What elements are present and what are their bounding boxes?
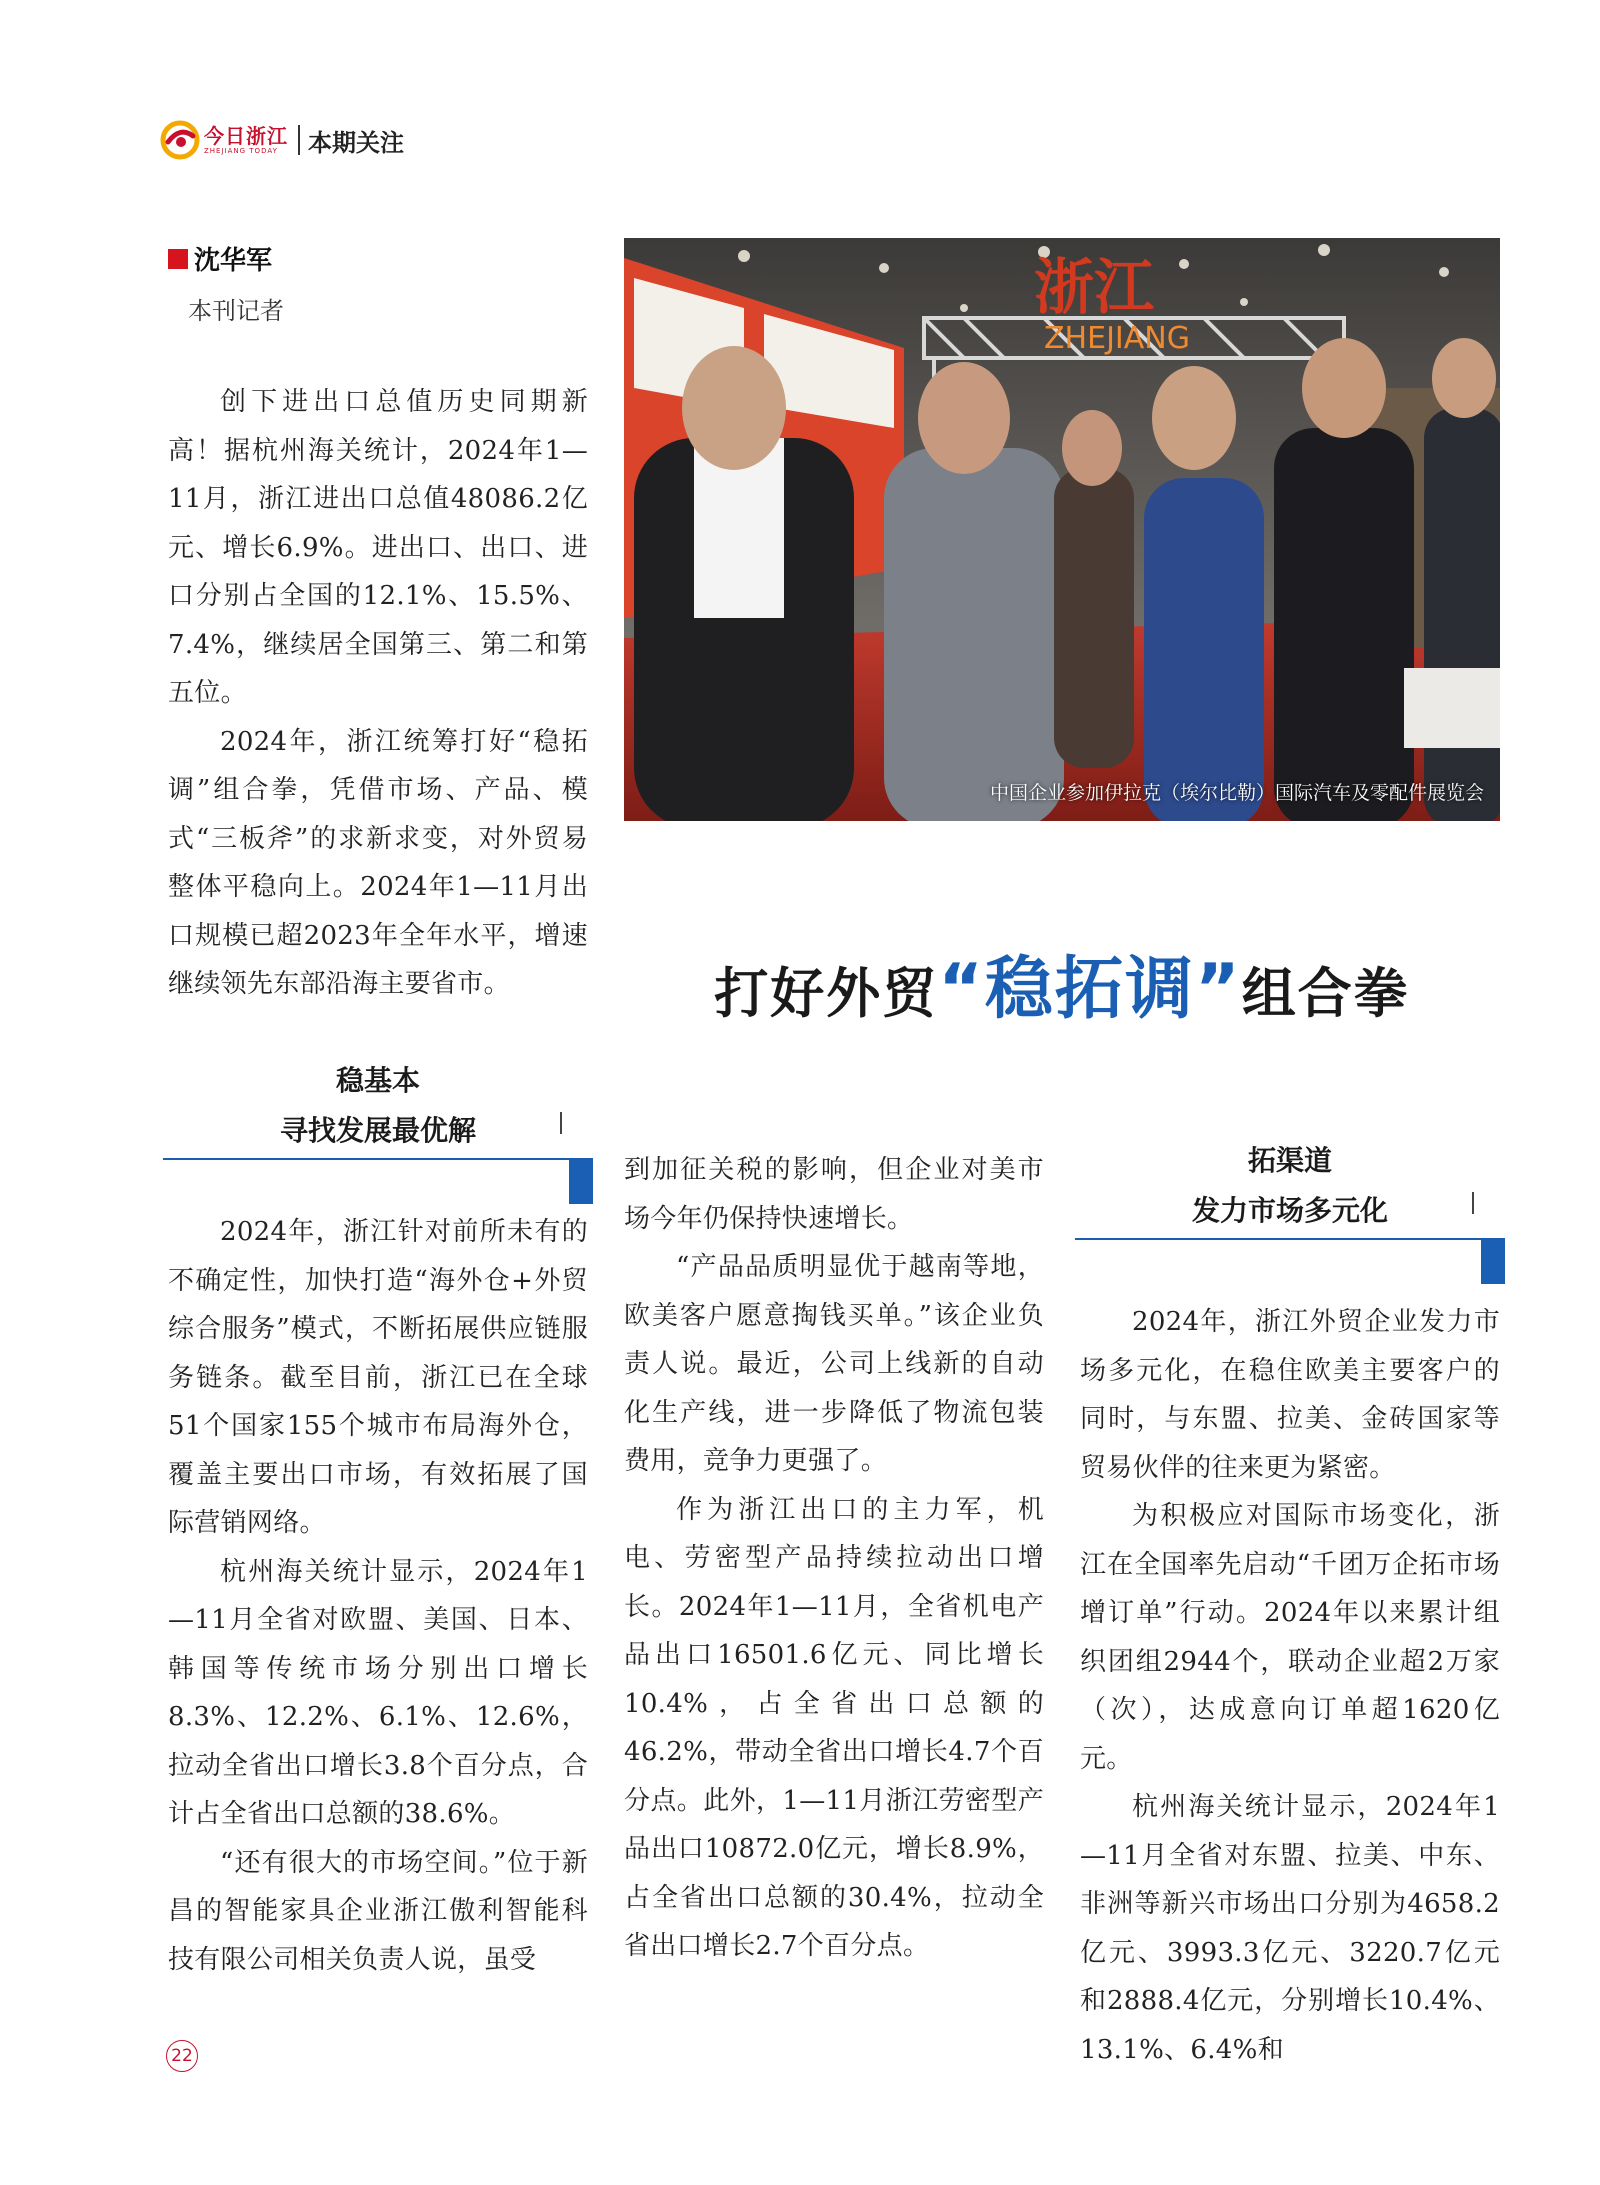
paragraph-continued: 到加征关税的影响，但企业对美市场今年仍保持快速增长。 [624,1155,1044,1234]
paragraph: 为积极应对国际市场变化，浙江在全国率先启动“千团万企拓市场增订单”行动。2024年以来累计组织团组2944个，联动企业超2万家（次），达成意向订单超1620亿元。 [1080,1501,1500,1774]
logo-wordmark [204,123,288,155]
intro-paragraph: 创下进出口总值历史同期新高！据杭州海关统计，2024年1—11月，浙江进出口总值48086.2亿元、增长6.9%。进出口、出口、进口分别占全国的12.1%、15.5%、7.4%，继续居全国第三、第二和第五位。 [168,387,588,708]
headline-part-after: 组合拳 [1241,961,1410,1025]
subhead-underline [163,1158,593,1160]
article-headline [624,935,1500,1032]
masthead [160,118,404,162]
author-name: 沈华军 [194,246,273,276]
subhead-corner-block [1481,1238,1505,1284]
subhead-tick [1472,1192,1474,1214]
column-1 [168,1208,588,1984]
subhead-underline [1075,1238,1505,1240]
subhead-line1: 稳基本 [335,1064,420,1097]
subhead-tick [560,1112,562,1134]
subhead-expand-channels [1080,1138,1500,1238]
logo-mark-icon [160,120,200,160]
intro-paragraph: 2024年，浙江统筹打好“稳拓调”组合拳，凭借市场、产品、模式“三板斧”的求新求变，对外贸易整体平稳向上。2024年1—11月出口规模已超2023年全年水平，增速继续领先东部沿海主要省市。 [168,726,588,999]
photo-caption: 中国企业参加伊拉克（埃尔比勒）国际汽车及零配件展览会 [989,782,1484,804]
byline [168,240,284,326]
headline-accent: “稳拓调” [938,950,1242,1029]
column-2 [624,1146,1044,1971]
paragraph: 杭州海关统计显示，2024年1—11月全省对欧盟、美国、日本、韩国等传统市场分别出口增长8.3%、12.2%、6.1%、12.6%，拉动全省出口增长3.8个百分点，合计占全省出口总额的38.6%。 [168,1556,588,1829]
header-divider [298,125,300,155]
paragraph: “还有很大的市场空间。”位于新昌的智能家具企业浙江傲利智能科技有限公司相关负责人说，虽受 [168,1847,588,1975]
intro-text [168,378,588,1009]
subhead-line2-text: 寻找发展最优解 [279,1114,476,1147]
section-name: 本期关注 [308,128,404,157]
paragraph: “产品品质明显优于越南等地，欧美客户愿意掏钱买单。”该企业负责人说。最近，公司上线新的自动化生产线，进一步降低了物流包装费用，竞争力更强了。 [624,1252,1044,1476]
subhead-stabilize [168,1058,588,1158]
column-3 [1080,1298,1500,2074]
headline-part-before: 打好外贸 [714,961,939,1025]
logo-chinese: 今日浙江 [204,123,288,148]
paragraph: 2024年，浙江外贸企业发力市场多元化，在稳住欧美主要客户的同时，与东盟、拉美、金砖国家等贸易伙伴的往来更为紧密。 [1080,1307,1500,1483]
logo-english: ZHEJIANG TODAY [204,146,278,155]
subhead-line1: 拓渠道 [1247,1144,1332,1177]
banner-en: ZHEJIANG [1044,321,1190,356]
subhead-corner-block [569,1158,593,1204]
paragraph: 2024年，浙江针对前所未有的不确定性，加快打造“海外仓+外贸综合服务”模式，不断拓展供应链服务链条。截至目前，浙江已在全球51个国家155个城市布局海外仓，覆盖主要出口市场，有效拓展了国际营销网络。 [168,1217,588,1538]
author-role: 本刊记者 [188,297,284,325]
paragraph: 作为浙江出口的主力军，机电、劳密型产品持续拉动出口增长。2024年1—11月，全省机电产品出口16501.6亿元、同比增长10.4%，占全省出口总额的46.2%，带动全省出口增长4.7个百分点。此外，1—11月浙江劳密型产品出口10872.0亿元，增长8.9%，占全省出口总额的30.4%，拉动全省出口增长2.7个百分点。 [624,1494,1044,1961]
exhibition-photo-illustration [624,238,1500,821]
page-number: 22 [166,2040,198,2072]
subhead-line2 [1080,1184,1500,1238]
paragraph: 杭州海关统计显示，2024年1—11月全省对东盟、拉美、中东、非洲等新兴市场出口分别为4658.2亿元、3993.3亿元、3220.7亿元和2888.4亿元，分别增长10.4%、13.1%、6.4%和 [1080,1792,1500,2065]
subhead-line2 [168,1104,588,1158]
author-marker-icon [168,249,188,269]
banner-cn: 浙江 [1034,253,1154,323]
article-photo [624,238,1500,821]
subhead-line2-text: 发力市场多元化 [1191,1194,1388,1227]
author-row [168,240,284,277]
